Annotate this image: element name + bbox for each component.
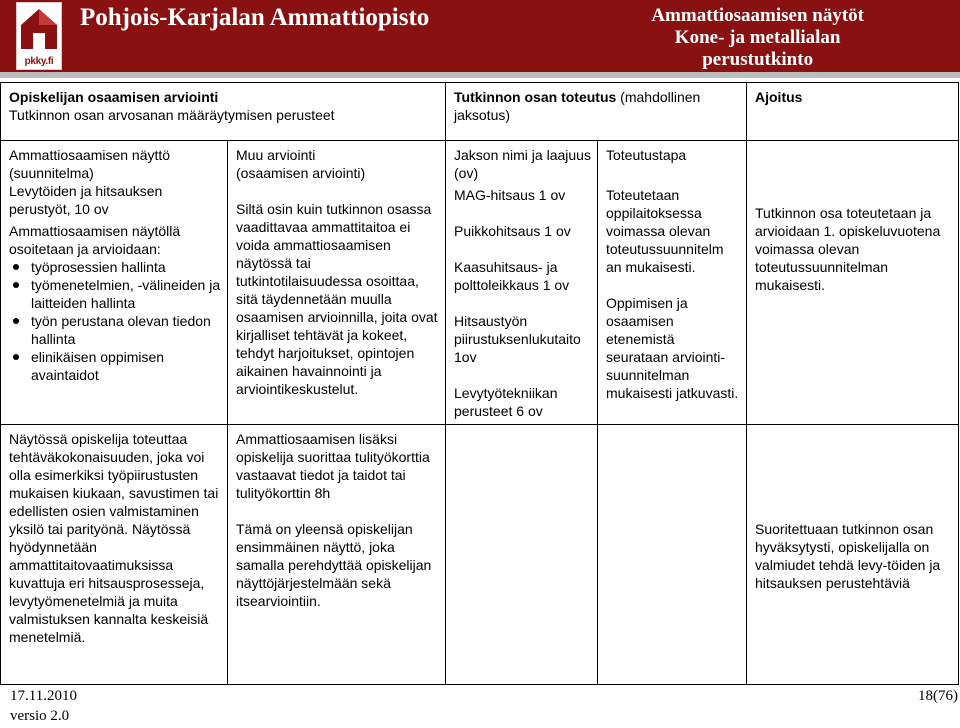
implementation-method-para2: Oppimisen ja osaamisen etenemistä seurataan arviointi-suunnitelman mukaisesti jatkuvasti.: [606, 295, 739, 401]
additional-requirements-para2: Tämä on yleensä opiskelijan ensimmäinen näyttö, joka samalla perehdyttää opiskelijan näyttöjärjestelmään sekä itsearviointiin.: [236, 521, 432, 609]
outcome-text: Suoritettuaan tutkinnon osan hyväksytysti, opiskelijalla on valmiudet tehdä levy-töiden ja hitsauksen perustehtäviä: [755, 521, 941, 591]
periods-cell: [446, 141, 598, 425]
list-item: työn perustana olevan tiedon hallinta: [9, 312, 221, 348]
header-implementation-note: (mahdollinen jaksotus): [454, 89, 701, 123]
header-implementation-cell: [446, 83, 747, 141]
assessed-skills-list: [9, 258, 221, 384]
header-divider: [0, 72, 960, 78]
other-assessment-subtitle: (osaamisen arviointi): [236, 165, 366, 181]
list-item: työmenetelmien, -välineiden ja laitteiden hallinta: [9, 276, 221, 312]
other-assessment-cell: [228, 141, 446, 425]
organization-name: Pohjois-Karjalan Ammattiopisto: [80, 4, 430, 31]
timing-text: Tutkinnon osa toteutetaan ja arvioidaan 1. opiskeluvuotena voimassa olevan toteutussuunnitelman mukaisesti.: [755, 205, 941, 293]
footer-date: 17.11.2010: [10, 688, 77, 704]
footer-left: [10, 686, 77, 726]
page-number: 18(76): [918, 688, 958, 704]
additional-requirements-para1: Ammattiosaamisen lisäksi opiskelija suorittaa tulityökorttia vastaavat tiedot ja taidot tai tulityökorttin 8h: [236, 431, 430, 501]
unit-name: Levytöiden ja hitsauksen perustyöt, 10 ov: [9, 183, 163, 217]
outcome-cell: [747, 425, 959, 685]
header-assessment-cell: [1, 83, 446, 141]
logo-text: pkky.fi: [24, 56, 54, 67]
demonstration-intro: Ammattiosaamisen näytöllä osoitetaan ja arvioidaan:: [9, 223, 181, 257]
empty-cell: [446, 425, 598, 685]
implementation-method-heading: Toteutustapa: [606, 147, 687, 163]
header-implementation-title: Tutkinnon osan toteutus: [454, 89, 617, 105]
list-item: MAG-hitsaus 1 ov: [454, 187, 566, 203]
implementation-method-para1: Toteutetaan oppilaitoksessa voimassa olevan toteutussuunnitelm an mukaisesti.: [606, 187, 724, 275]
header-assessment-subtitle: Tutkinnon osan arvosanan määräytymisen perusteet: [9, 107, 335, 123]
periods-heading: Jakson nimi ja laajuus (ov): [454, 147, 591, 181]
timing-cell: [747, 141, 959, 425]
demonstration-description-cell: [1, 425, 228, 685]
demonstration-description: Näytössä opiskelija toteuttaa tehtäväkokonaisuuden, joka voi olla esimerkiksi työpiirustusten mukaisen kiukaan, savustimen tai edellisten osien valmistaminen yksilö tai parityönä. Näytössä hyödynnetään ammattitaitovaatimuksissa kuvattuja eri hitsausprosesseja, levytyömenetelmiä ja muita valmistuksen kannalta keskeisiä menetelmiä.: [9, 431, 219, 645]
demonstration-plan-cell: [1, 141, 228, 425]
assessment-table: [0, 82, 959, 685]
house-logo-icon: [17, 3, 61, 55]
demonstration-title: Ammattiosaamisen näyttö: [9, 147, 171, 163]
implementation-method-cell: [598, 141, 747, 425]
demonstration-subtitle: (suunnitelma): [9, 165, 94, 181]
header-assessment-title: Opiskelijan osaamisen arviointi: [9, 89, 219, 105]
list-item: Puikkohitsaus 1 ov: [454, 223, 571, 239]
additional-requirements-cell: [228, 425, 446, 685]
table-header-row: [1, 83, 959, 141]
list-item: elinikäisen oppimisen avaintaidot: [9, 348, 221, 384]
document-title: [651, 5, 864, 71]
list-item: työprosessien hallinta: [9, 258, 221, 276]
organization-logo: [16, 2, 62, 70]
header-banner: [0, 0, 960, 72]
header-timing-cell: [747, 83, 959, 141]
list-item: Hitsaustyön piirustuksenlukutaito 1ov: [454, 313, 581, 365]
other-assessment-body: Siltä osin kuin tutkinnon osassa vaadittavaa ammattitaitoa ei voida ammattiosaamisen näytössä tai tutkintotilaisuudessa osoittaa, sitä täydennetään muulla osaamisen arvioinnilla, joita ovat kirjalliset tehtävät ja kokeet, tehdyt harjoitukset, opintojen aikainen havainnointi ja arviointikeskustelut.: [236, 201, 438, 397]
empty-cell: [598, 425, 747, 685]
title-line-1: Ammattiosaamisen näytöt: [651, 5, 864, 26]
table-row: [1, 425, 959, 685]
list-item: Levytyötekniikan perusteet 6 ov: [454, 385, 558, 419]
footer-version: versio 2.0: [10, 708, 70, 724]
title-line-3: perustutkinto: [702, 49, 814, 70]
table-row: [1, 141, 959, 425]
list-item: Kaasuhitsaus- ja polttoleikkaus 1 ov: [454, 259, 570, 293]
title-line-2: Kone- ja metallialan: [674, 27, 841, 48]
header-timing-title: Ajoitus: [755, 89, 803, 105]
other-assessment-title: Muu arviointi: [236, 147, 316, 163]
